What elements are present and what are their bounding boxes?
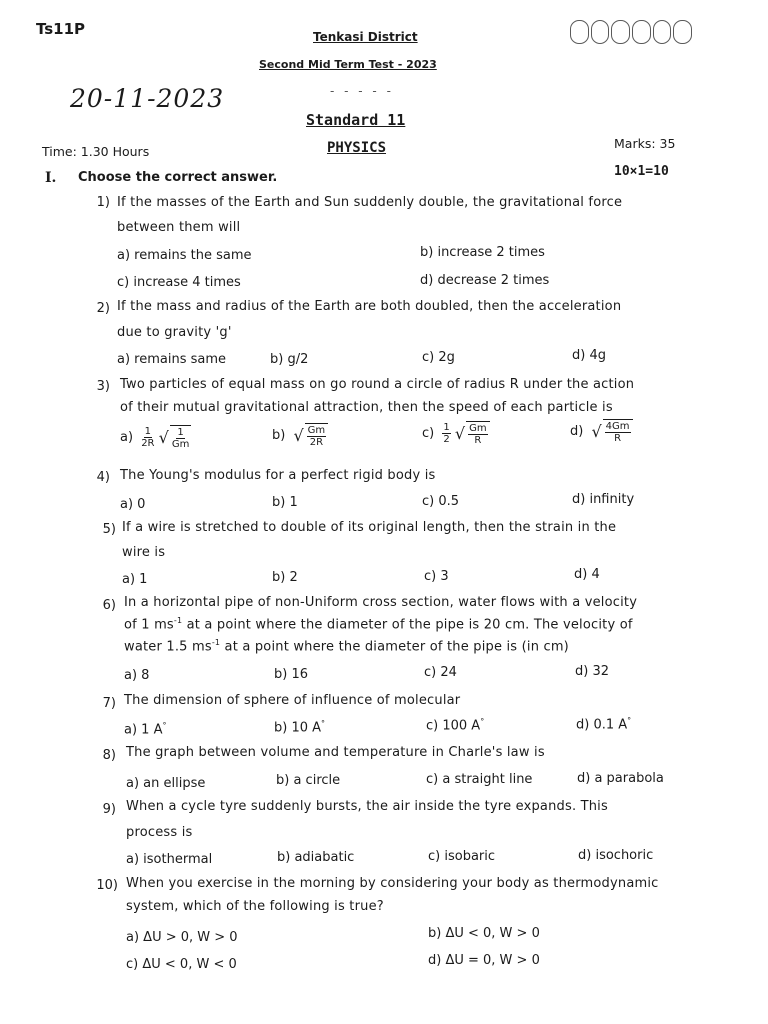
fraction: [141, 426, 154, 449]
text-segment: water 1.5 ms: [124, 639, 212, 655]
sqrt: √ $\frac{Gm}{2R}$: [293, 423, 328, 448]
question-text: Two particles of equal mass on go round a circle of radius R under the action: [120, 377, 635, 392]
option-c: c) increase 4 times: [117, 275, 241, 290]
option-b: b) ΔU < 0, W > 0: [428, 926, 540, 941]
option-d: d) ΔU = 0, W > 0: [428, 953, 540, 968]
option-a: a) remains the same: [117, 248, 252, 263]
question-number: 2): [96, 301, 110, 316]
question-text: If the mass and radius of the Earth are both doubled, then the acceleration: [117, 299, 622, 314]
option-a: [120, 425, 191, 450]
reg-box: [653, 20, 672, 44]
subject-title: PHYSICS: [327, 140, 387, 156]
question-number: 10): [96, 878, 118, 893]
option-a: a) isothermal: [126, 852, 213, 867]
option-d: d) 4g: [572, 348, 606, 363]
option-c: c) 24: [424, 665, 457, 680]
text-segment: at a point where the diameter of the pipe is 20 cm. The velocity of: [182, 617, 633, 633]
option-d: d) 4: [574, 567, 600, 582]
angstrom-mark: °: [321, 719, 326, 728]
marks-label: Marks: 35: [614, 136, 676, 151]
standard-title: Standard 11: [306, 111, 406, 129]
denominator: R: [614, 433, 622, 444]
question-text: The Young's modulus for a perfect rigid body is: [120, 468, 436, 483]
option-label: b): [272, 428, 286, 443]
option-c: c) 3: [424, 569, 449, 584]
denominator: 2: [443, 434, 450, 445]
option-c: c) a straight line: [426, 772, 533, 787]
sqrt: √ $\frac{Gm}{R}$: [455, 421, 490, 446]
option-c: c) 2g: [422, 350, 455, 365]
question-number: 9): [102, 802, 116, 817]
option-a: a) 1: [122, 572, 148, 587]
question-number: 7): [102, 696, 116, 711]
option-b: b) 16: [274, 667, 308, 682]
superscript: -1: [173, 616, 183, 625]
question-text-line: [124, 638, 569, 654]
paper-code: Ts11P: [36, 20, 86, 38]
option-c: c) ΔU < 0, W < 0: [126, 957, 237, 972]
option-text: d) 0.1 A: [576, 717, 628, 733]
question-text: The dimension of sphere of influence of molecular: [124, 693, 461, 708]
reg-box: [611, 20, 630, 44]
question-text: system, which of the following is true?: [126, 899, 384, 914]
option-c: [426, 717, 484, 733]
option-b: b) adiabatic: [277, 850, 355, 865]
option-b: [272, 423, 328, 448]
option-text: c) 100 A: [426, 718, 481, 734]
time-label: Time: 1.30 Hours: [42, 144, 150, 159]
option-b: b) a circle: [276, 773, 341, 788]
denominator: Gm: [171, 439, 190, 450]
question-number: 8): [102, 748, 116, 763]
option-a: a) an ellipse: [126, 776, 206, 791]
option-text: a) 1 A: [124, 722, 163, 738]
option-a: a) 0: [120, 497, 146, 512]
angstrom-mark: °: [480, 717, 485, 726]
option-b: b) 1: [272, 495, 298, 510]
dotted-line: - - - - -: [330, 84, 394, 98]
register-number-boxes: [570, 20, 692, 44]
question-text: wire is: [122, 545, 166, 560]
denominator: R: [474, 435, 482, 446]
denominator: 2R: [141, 438, 155, 449]
option-text: b) 10 A: [274, 720, 322, 736]
section-score: 10×1=10: [614, 164, 669, 179]
reg-box: [673, 20, 692, 44]
numerator: Gm: [307, 425, 326, 436]
option-a: a) remains same: [117, 352, 227, 367]
option-a: a) ΔU > 0, W > 0: [126, 930, 238, 945]
option-label: c): [422, 426, 435, 441]
denominator: 2R: [309, 437, 324, 448]
numerator: 4Gm: [605, 421, 630, 432]
option-d: d) isochoric: [578, 848, 654, 863]
option-d: d) 32: [575, 664, 609, 679]
option-c: [422, 421, 490, 446]
question-text: When a cycle tyre suddenly bursts, the air inside the tyre expands. This: [126, 799, 608, 814]
question-text-line: [124, 616, 633, 632]
reg-box: [632, 20, 651, 44]
reg-box: [591, 20, 610, 44]
option-b: b) increase 2 times: [420, 245, 545, 260]
reg-box: [570, 20, 589, 44]
option-d: d) a parabola: [577, 771, 664, 786]
fraction: [442, 422, 450, 445]
sqrt: √ $\frac{1}{Gm}$: [158, 427, 190, 450]
question-text: When you exercise in the morning by considering your body as thermodynamic: [126, 876, 659, 891]
angstrom-mark: °: [162, 721, 167, 730]
option-b: b) g/2: [270, 352, 309, 367]
question-number: 1): [96, 195, 110, 210]
question-number: 4): [96, 470, 110, 485]
option-b: b) 2: [272, 570, 298, 585]
option-d: d) decrease 2 times: [420, 273, 550, 288]
question-text: between them will: [117, 220, 241, 235]
numerator: Gm: [469, 423, 487, 434]
option-b: [274, 719, 325, 735]
question-text: If the masses of the Earth and Sun suddenly double, the gravitational force: [117, 195, 623, 210]
question-number: 6): [102, 598, 116, 613]
text-segment: of 1 ms: [124, 617, 174, 633]
numerator: 1: [443, 422, 450, 433]
district-title: Tenkasi District: [313, 30, 418, 44]
option-d: d) infinity: [572, 492, 635, 507]
option-label: a): [120, 430, 134, 445]
question-text: The graph between volume and temperature in Charle's law is: [126, 745, 545, 760]
angstrom-mark: °: [627, 716, 632, 725]
option-c: c) isobaric: [428, 849, 496, 864]
option-a: a) 8: [124, 668, 150, 683]
question-text: due to gravity 'g': [117, 325, 232, 340]
question-number: 5): [102, 522, 116, 537]
sqrt: √ $\frac{4Gm}{R}$: [591, 419, 632, 444]
question-text: process is: [126, 825, 193, 840]
section-title: Choose the correct answer.: [78, 170, 278, 185]
option-d: [570, 419, 633, 444]
text-segment: at a point where the diameter of the pipe is (in cm): [220, 639, 569, 655]
question-text: In a horizontal pipe of non-Uniform cross section, water flows with a velocity: [124, 595, 638, 610]
question-text: If a wire is stretched to double of its original length, then the strain in the: [122, 520, 617, 535]
question-text: of their mutual gravitational attraction, then the speed of each particle is: [120, 400, 613, 415]
option-label: d): [570, 424, 584, 439]
numerator: 1: [177, 427, 184, 438]
superscript: -1: [211, 638, 221, 647]
handwritten-date: 20-11-2023: [70, 84, 225, 113]
option-a: [124, 721, 166, 737]
exam-title: Second Mid Term Test - 2023: [259, 58, 437, 71]
option-c: c) 0.5: [422, 494, 460, 509]
question-number: 3): [96, 379, 110, 394]
numerator: 1: [144, 426, 152, 437]
section-number: I.: [45, 170, 57, 186]
option-d: [576, 716, 631, 732]
